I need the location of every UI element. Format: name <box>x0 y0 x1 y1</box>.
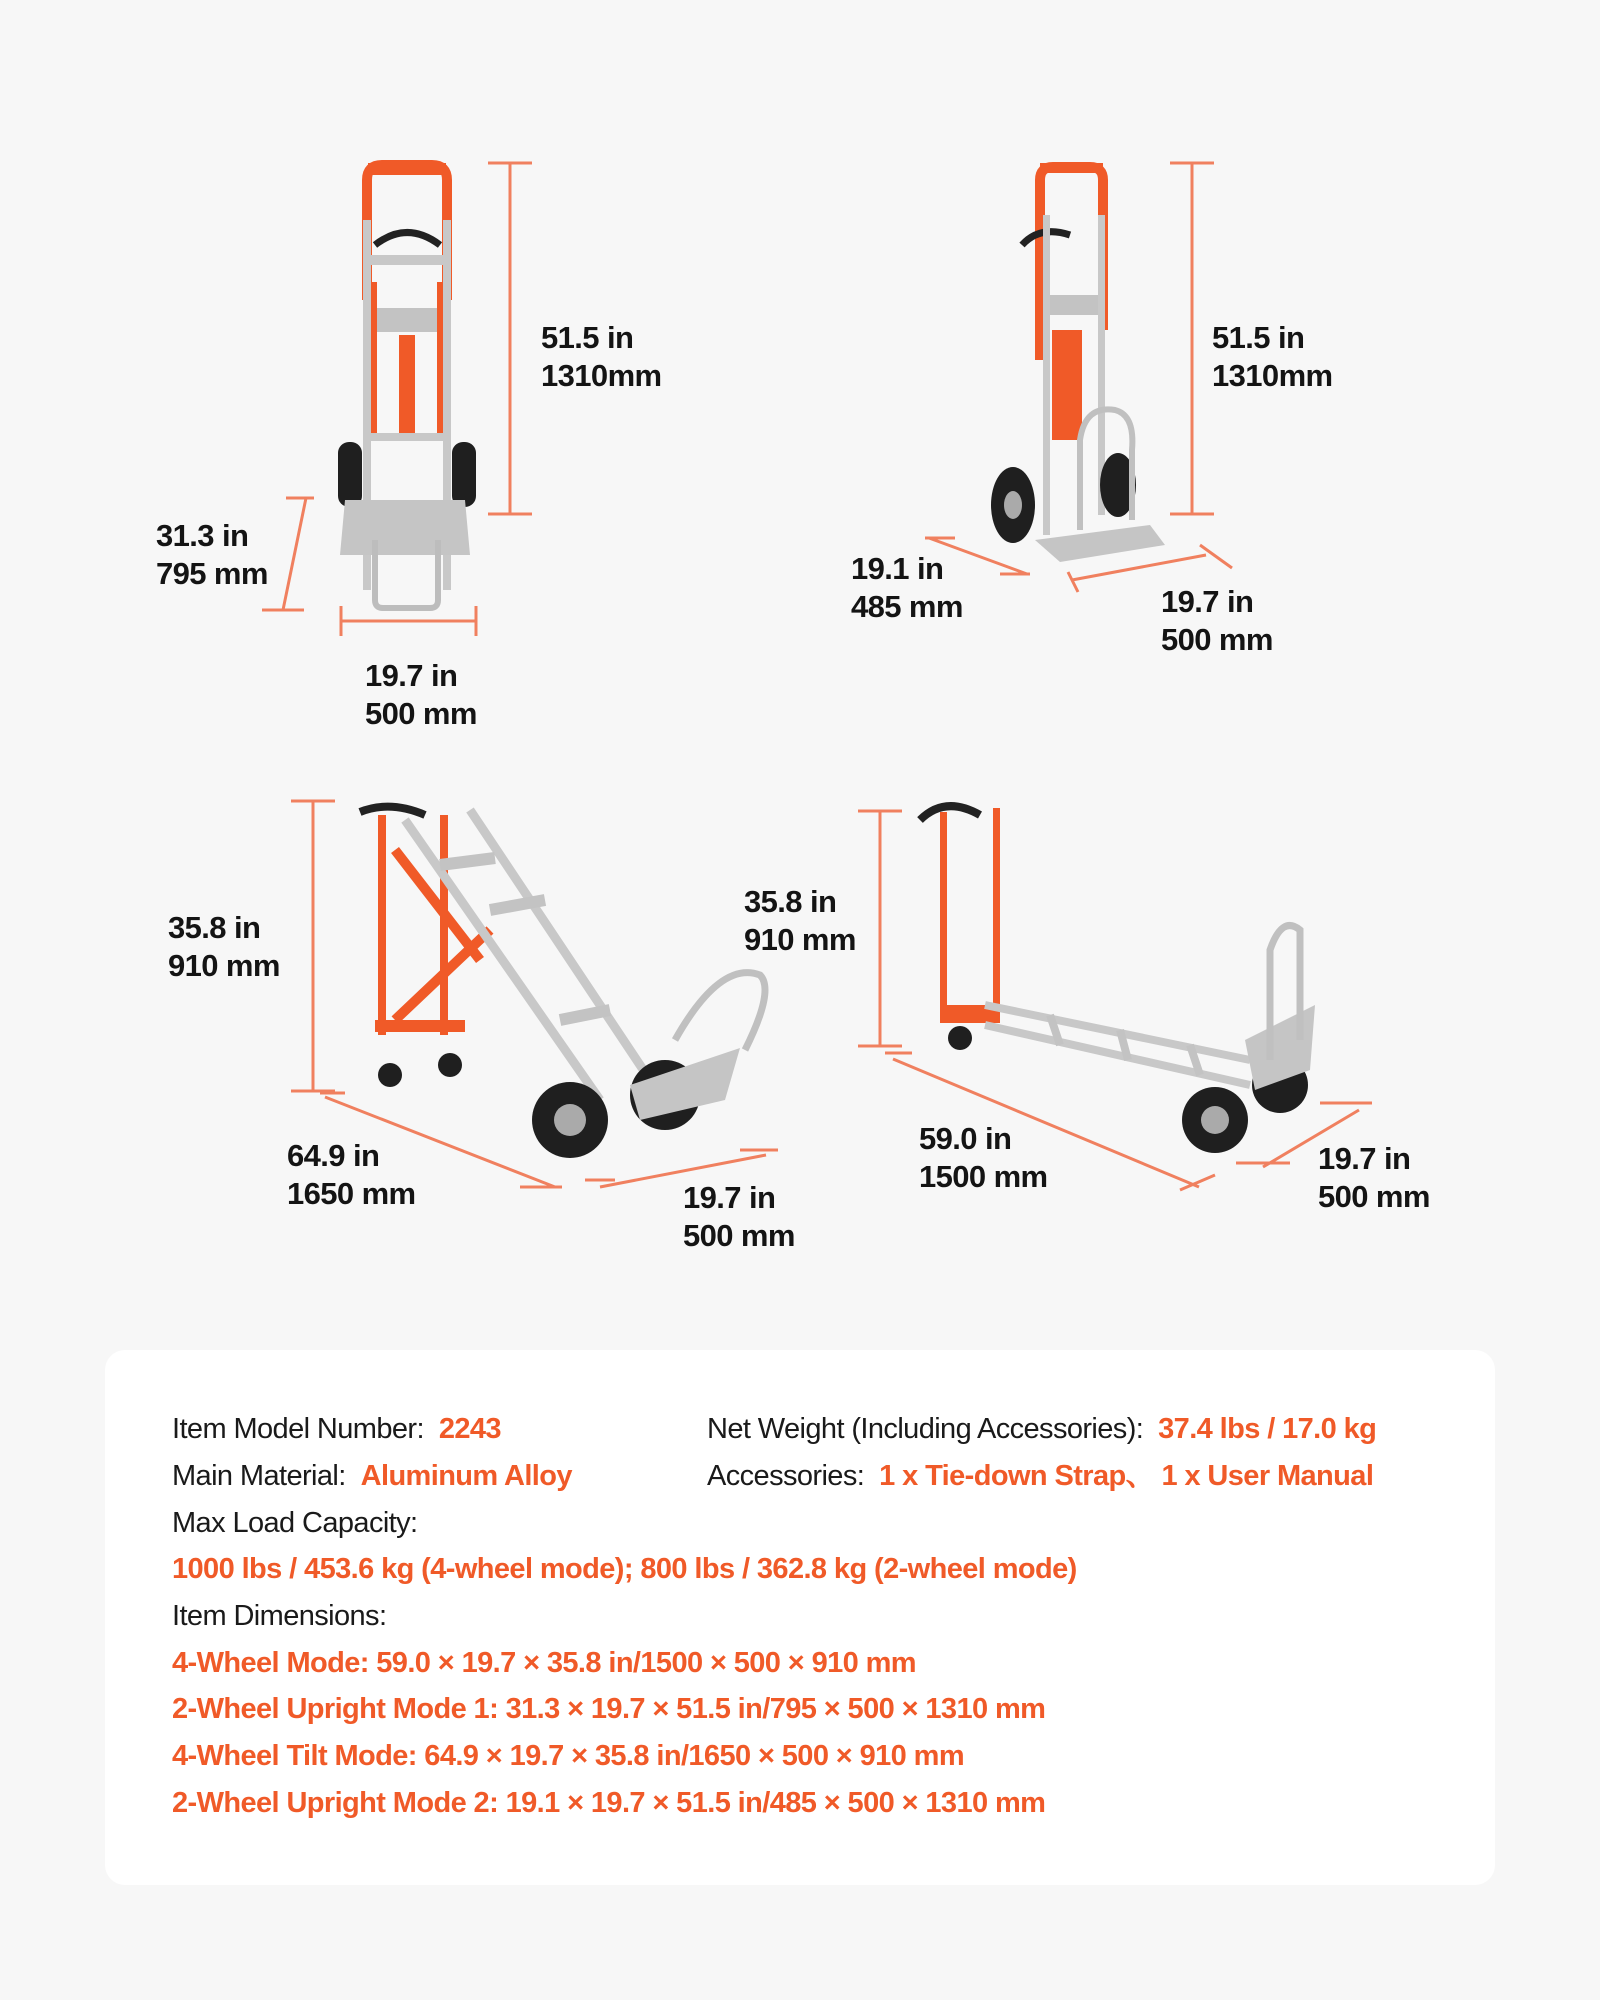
length-in: 64.9 in <box>287 1138 380 1173</box>
spec-dimension-item: 4-Wheel Mode: 59.0 × 19.7 × 35.8 in/1500 × 500 × 910 mm <box>172 1647 916 1679</box>
height-mm: 1310mm <box>1212 358 1333 393</box>
tilt-width-label <box>683 1179 795 1255</box>
upright2-width-label <box>1161 583 1273 659</box>
spec-card <box>105 1350 1495 1885</box>
spec-value: Aluminum Alloy <box>360 1460 572 1492</box>
width-mm: 500 mm <box>365 696 477 731</box>
spec-value: 37.4 lbs / 17.0 kg <box>1158 1413 1377 1445</box>
spec-label: Item Model Number: <box>172 1413 424 1445</box>
width-in: 19.7 in <box>1318 1141 1411 1176</box>
spec-model <box>172 1411 501 1447</box>
height-in: 35.8 in <box>168 910 261 945</box>
upright2-height-label <box>1212 319 1333 395</box>
length-mm: 1650 mm <box>287 1176 416 1211</box>
width-mm: 500 mm <box>1161 622 1273 657</box>
dim-line-upright1-depth <box>262 498 314 610</box>
spec-load-label: Max Load Capacity: <box>172 1507 418 1539</box>
hand-truck-upright-mode-2 <box>991 163 1165 562</box>
spec-label: Main Material: <box>172 1460 346 1492</box>
width-mm: 500 mm <box>683 1218 795 1253</box>
spec-label: Accessories: <box>707 1460 865 1492</box>
height-in: 35.8 in <box>744 884 837 919</box>
upright1-depth-label <box>156 517 268 593</box>
spec-load-value: 1000 lbs / 453.6 kg (4-wheel mode); 800 lbs / 362.8 kg (2-wheel mode) <box>172 1553 1077 1585</box>
spec-accessories <box>707 1458 1373 1494</box>
spec-dimension-item: 4-Wheel Tilt Mode: 64.9 × 19.7 × 35.8 in/1650 × 500 × 910 mm <box>172 1740 965 1772</box>
width-in: 19.7 in <box>1161 584 1254 619</box>
width-mm: 500 mm <box>1318 1179 1430 1214</box>
length-mm: 1500 mm <box>919 1159 1048 1194</box>
hand-truck-upright-mode-1 <box>338 163 476 608</box>
height-in: 51.5 in <box>541 320 634 355</box>
width-in: 19.7 in <box>365 658 458 693</box>
height-mm: 910 mm <box>168 948 280 983</box>
dim-line-upright1-height <box>488 163 532 514</box>
depth-in: 19.1 in <box>851 551 944 586</box>
depth-mm: 795 mm <box>156 556 268 591</box>
length-in: 59.0 in <box>919 1121 1012 1156</box>
spec-value: 2243 <box>438 1413 501 1445</box>
hand-truck-4-wheel-mode <box>920 806 1315 1153</box>
tilt-height-label <box>168 909 280 985</box>
depth-in: 31.3 in <box>156 518 249 553</box>
depth-mm: 485 mm <box>851 589 963 624</box>
4wheel-height-label <box>744 883 856 959</box>
dim-line-4wheel-height <box>858 811 902 1046</box>
height-mm: 910 mm <box>744 922 856 957</box>
spec-weight <box>707 1411 1376 1447</box>
dim-line-upright2-height <box>1170 163 1214 514</box>
upright1-height-label <box>541 319 662 395</box>
spec-label: Net Weight (Including Accessories): <box>707 1413 1144 1445</box>
dim-line-tilt-height <box>291 801 335 1091</box>
upright1-width-label <box>365 657 477 733</box>
4wheel-length-label <box>919 1120 1048 1196</box>
upright2-depth-label <box>851 550 963 626</box>
height-mm: 1310mm <box>541 358 662 393</box>
width-in: 19.7 in <box>683 1180 776 1215</box>
tilt-length-label <box>287 1137 416 1213</box>
spec-value: 1 x Tie-down Strap、 1 x User Manual <box>879 1460 1374 1492</box>
hand-truck-tilt-mode <box>360 807 765 1158</box>
spec-material <box>172 1458 572 1494</box>
height-in: 51.5 in <box>1212 320 1305 355</box>
4wheel-width-label <box>1318 1140 1430 1216</box>
spec-dimension-item: 2-Wheel Upright Mode 1: 31.3 × 19.7 × 51.5 in/795 × 500 × 1310 mm <box>172 1693 1046 1725</box>
spec-dimension-item: 2-Wheel Upright Mode 2: 19.1 × 19.7 × 51.5 in/485 × 500 × 1310 mm <box>172 1787 1046 1819</box>
spec-dimensions-label: Item Dimensions: <box>172 1600 387 1632</box>
